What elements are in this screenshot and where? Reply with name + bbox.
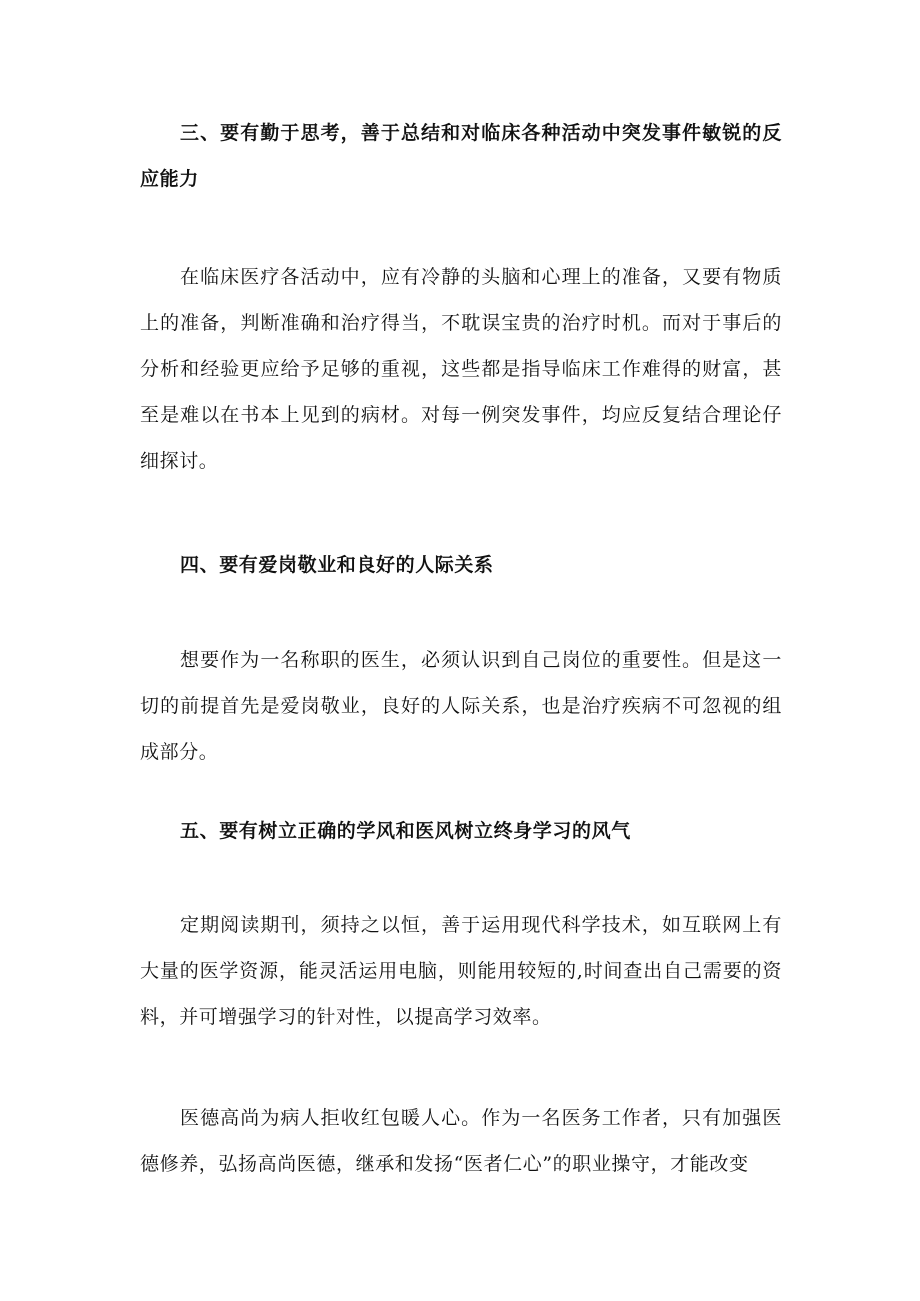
section-3-heading: 三、要有勤于思考，善于总结和对临床各种活动中突发事件敏锐的反应能力 [140,122,782,190]
section-5-paragraph-2: 医德高尚为病人拒收红包暖人心。作为一名医务工作者，只有加强医德修养，弘扬高尚医德，继承和发扬“医者仁心”的职业操守，才能改变 [140,1107,782,1175]
section-4-heading: 四、要有爱岗敬业和良好的人际关系 [180,554,494,576]
section-5-paragraph-1: 定期阅读期刊，须持之以恒，善于运用现代科学技术，如互联网上有大量的医学资源，能灵活运用电脑，则能用较短的,时间查出自己需要的资料，并可增强学习的针对性，以提高学习效率。 [140,914,782,1028]
section-3-paragraph: 在临床医疗各活动中，应有冷静的头脑和心理上的准备，又要有物质上的准备，判断准确和治疗得当，不耽误宝贵的治疗时机。而对于事后的分析和经验更应给予足够的重视，这些都是指导临床工作难得的财富，甚至是难以在书本上见到的病材。对每一例突发事件，均应反复结合理论仔细探讨。 [140,266,782,472]
section-4-paragraph: 想要作为一名称职的医生，必须认识到自己岗位的重要性。但是这一切的前提首先是爱岗敬业，良好的人际关系，也是治疗疾病不可忽视的组成部分。 [140,649,782,763]
section-5-heading: 五、要有树立正确的学风和医风树立终身学习的风气 [180,820,631,842]
